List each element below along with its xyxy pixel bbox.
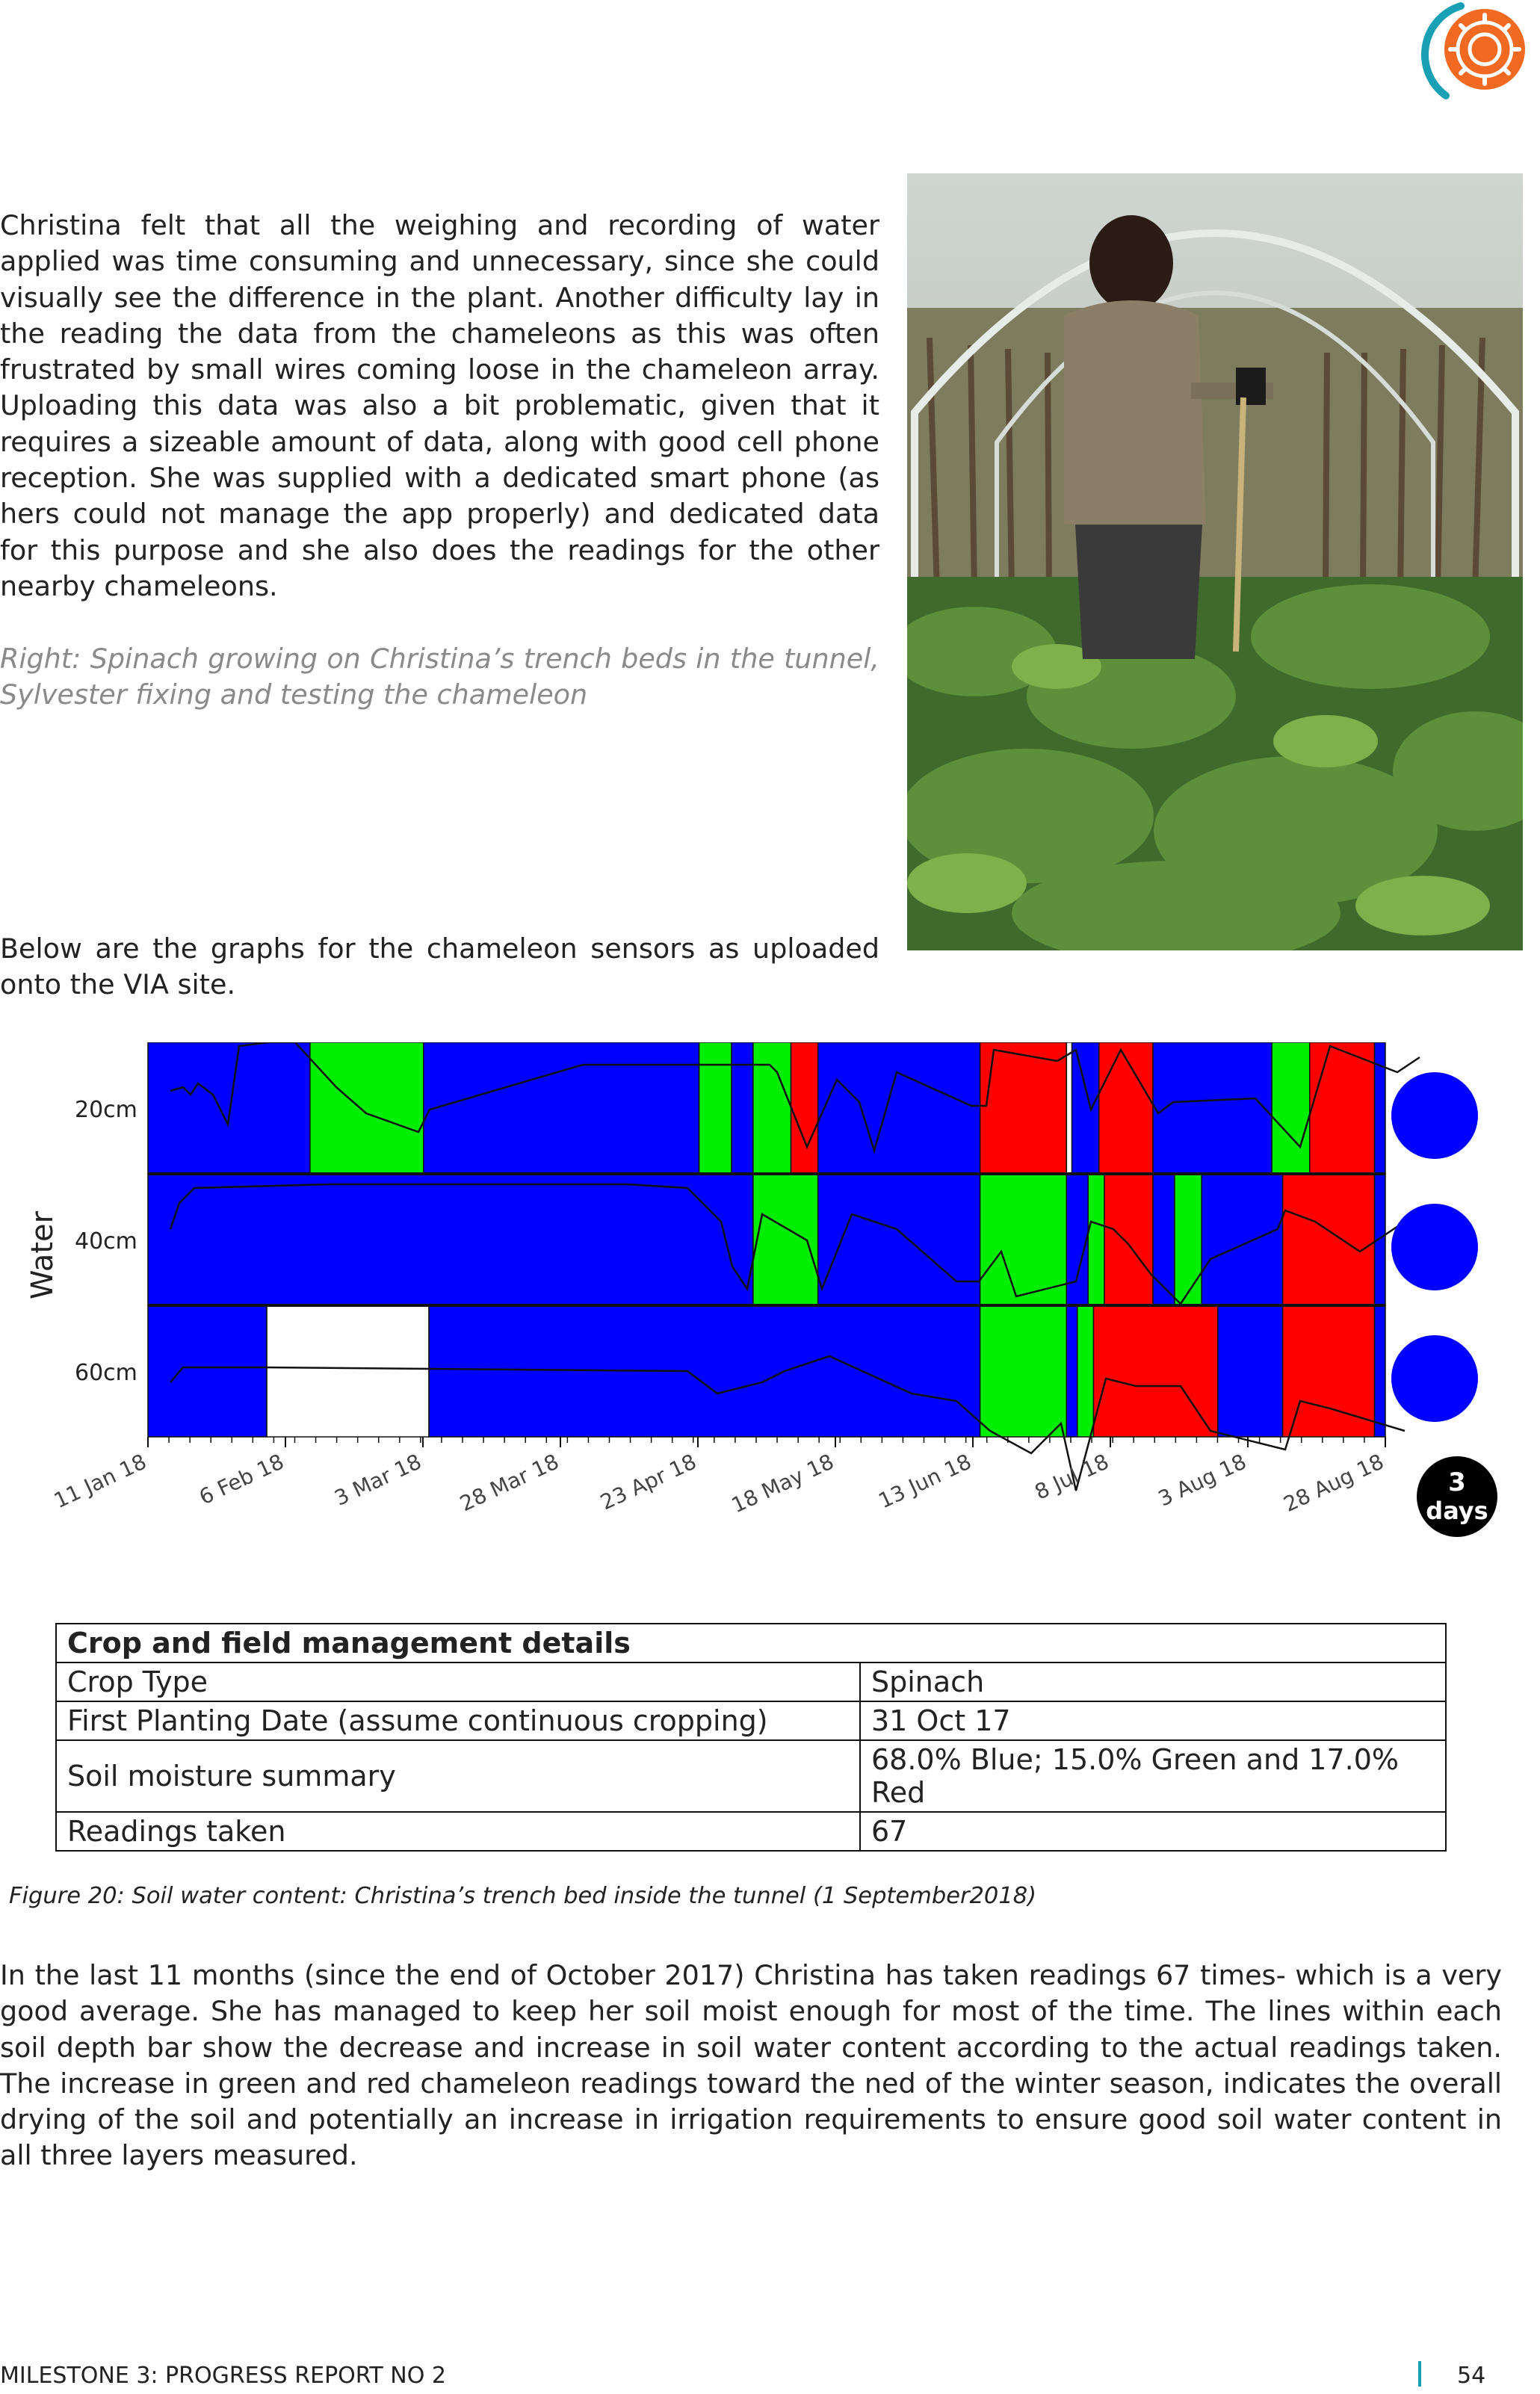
row-label-20cm: 20cm	[75, 1097, 137, 1123]
segment-60cm-0-blue	[148, 1305, 267, 1437]
segment-40cm-5-green	[1088, 1174, 1104, 1305]
table-cell-value: 67	[860, 1812, 1446, 1851]
table-row	[56, 1812, 1446, 1851]
segment-40cm-4-blue	[1066, 1174, 1088, 1305]
segment-40cm-7-blue	[1153, 1174, 1175, 1305]
table-row	[56, 1740, 1446, 1812]
x-tick-label: 28 Aug 18	[1279, 1449, 1388, 1518]
table-cell-value: Spinach	[860, 1662, 1446, 1701]
intro-paragraph: Christina felt that all the weighing and recording of water applied was time consuming and unnecessary, since she could visually see the difference in the plant. Another difficulty lay in the reading the data from the chameleons as this was often frustrated by small wires coming loose in the chameleon array. Uploading this data was also a bit problematic, given that it requires a sizeable amount of data, along with good cell phone reception. She was supplied with a dedicated smart phone (as hers could not manage the app properly) and dedicated data for this purpose and she also does the readings for the other nearby chameleons.	[0, 209, 879, 602]
table-cell-label: First Planting Date (assume continuous cropping)	[56, 1701, 860, 1740]
interval-badge	[1417, 1456, 1497, 1537]
segment-20cm-11-red	[1099, 1042, 1153, 1174]
table-cell-value: 68.0% Blue; 15.0% Green and 17.0% Red	[860, 1740, 1446, 1812]
segment-20cm-13-green	[1272, 1042, 1310, 1174]
x-tick-label: 3 Aug 18	[1154, 1449, 1250, 1512]
segment-20cm-14-red	[1310, 1042, 1375, 1174]
table-cell-value: 31 Oct 17	[860, 1701, 1446, 1740]
table-cell-label: Crop Type	[56, 1662, 860, 1701]
segment-20cm-0-blue	[148, 1042, 310, 1174]
status-circle-20cm	[1391, 1072, 1478, 1159]
segment-20cm-10-blue	[1072, 1042, 1099, 1174]
interval-badge-unit: days	[1426, 1497, 1488, 1525]
segment-40cm-9-blue	[1202, 1174, 1282, 1305]
segment-60cm-3-green	[980, 1305, 1067, 1437]
segment-40cm-1-green	[753, 1174, 818, 1305]
segment-20cm-5-green	[753, 1042, 791, 1174]
segment-40cm-0-blue	[148, 1174, 753, 1305]
x-tick-label: 3 Mar 18	[330, 1449, 425, 1511]
page-number: 54	[1457, 2363, 1486, 2389]
segment-40cm-3-green	[980, 1174, 1067, 1305]
table-header-row	[56, 1624, 1446, 1662]
segment-60cm-7-blue	[1218, 1305, 1283, 1437]
segment-60cm-5-green	[1077, 1305, 1094, 1437]
segment-60cm-1-none	[267, 1305, 429, 1437]
table-row	[56, 1662, 1446, 1701]
segment-20cm-12-blue	[1153, 1042, 1272, 1174]
soil-water-chart	[15, 1042, 1509, 1550]
segment-40cm-8-green	[1175, 1174, 1202, 1305]
x-tick-label: 11 Jan 18	[50, 1449, 150, 1514]
x-tick-label: 28 Mar 18	[456, 1449, 563, 1517]
x-tick-label: 23 Apr 18	[596, 1449, 700, 1515]
row-label-40cm: 40cm	[75, 1228, 137, 1255]
segment-20cm-7-blue	[818, 1042, 980, 1174]
interval-badge-value: 3	[1448, 1467, 1466, 1497]
segment-20cm-4-blue	[732, 1042, 753, 1174]
table-row	[56, 1701, 1446, 1740]
table-cell-label: Readings taken	[56, 1812, 860, 1851]
x-tick-label: 13 Jun 18	[874, 1449, 975, 1514]
segment-20cm-15-blue	[1375, 1042, 1385, 1174]
crop-details-table	[55, 1623, 1447, 1852]
tunnel-spinach-photo	[907, 173, 1523, 950]
segment-60cm-4-blue	[1066, 1305, 1077, 1437]
segment-60cm-2-blue	[429, 1305, 980, 1437]
segment-20cm-3-green	[699, 1042, 732, 1174]
segment-40cm-11-blue	[1375, 1174, 1385, 1305]
graphs-intro-paragraph: Below are the graphs for the chameleon sensors as uploaded onto the VIA site.	[0, 932, 879, 1001]
footer-divider	[1418, 2361, 1421, 2387]
status-circle-60cm	[1391, 1335, 1478, 1422]
segment-60cm-9-blue	[1375, 1305, 1385, 1437]
segment-40cm-10-red	[1283, 1174, 1375, 1305]
summary-paragraph: In the last 11 months (since the end of October 2017) Christina has taken readings 67 times- which is a very good average. She has managed to keep her soil moist enough for most of the time. The lines within each soil depth bar show the decrease and increase in soil water content according to the actual readings taken. The increase in green and red chameleon readings toward the ned of the winter season, indicates the overall drying of the soil and potentially an increase in irrigation requirements to ensure good soil water content in all three layers measured.	[0, 1959, 1502, 2172]
segment-40cm-6-red	[1104, 1174, 1153, 1305]
x-tick-label: 6 Feb 18	[195, 1449, 288, 1510]
row-label-60cm: 60cm	[75, 1360, 137, 1386]
x-tick-label: 18 May 18	[727, 1449, 838, 1518]
segment-20cm-1-green	[310, 1042, 424, 1174]
footer-report-title: MILESTONE 3: PROGRESS REPORT NO 2	[0, 2363, 446, 2389]
segment-20cm-9-none	[1066, 1042, 1071, 1174]
segment-60cm-6-red	[1094, 1305, 1218, 1437]
table-header: Crop and field management details	[56, 1624, 1446, 1662]
chart-y-axis-label: Water	[25, 1210, 60, 1300]
figure-caption: Figure 20: Soil water content: Christina’s trench bed inside the tunnel (1 September2018)	[9, 1883, 1037, 1909]
x-tick-label: 8 Jul 18	[1030, 1449, 1113, 1505]
organization-logo-icon	[1416, 0, 1528, 105]
photo-caption: Right: Spinach growing on Christina’s trench beds in the tunnel, Sylvester fixing and testing the chameleon	[0, 643, 879, 711]
segment-20cm-6-red	[791, 1042, 818, 1174]
table-cell-label: Soil moisture summary	[56, 1740, 860, 1812]
status-circle-40cm	[1391, 1204, 1478, 1290]
segment-20cm-2-blue	[424, 1042, 699, 1174]
